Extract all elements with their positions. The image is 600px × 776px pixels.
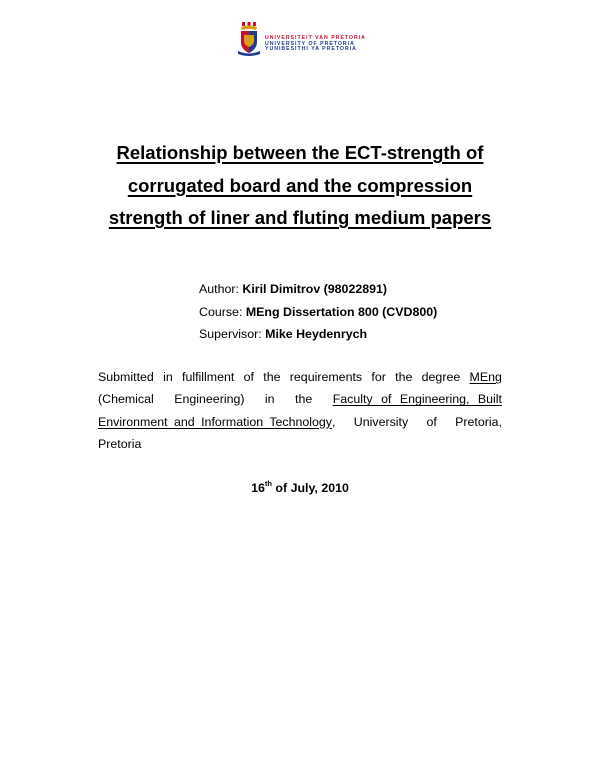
- logo-line-afrikaans: UNIVERSITEIT VAN PRETORIA: [265, 35, 366, 41]
- word: (Chemical: [98, 392, 154, 407]
- faculty-line-3: [98, 411, 335, 433]
- submission-statement: [98, 366, 502, 455]
- title-line-1: Relationship between the ECT-strength of: [116, 142, 484, 163]
- word: University: [353, 414, 409, 429]
- word: Engineering): [174, 392, 245, 407]
- title-line-2: corrugated board and the compression: [127, 174, 473, 196]
- course-label: Course:: [199, 304, 246, 319]
- logo-wordmark: [265, 36, 366, 53]
- word: the: [295, 392, 313, 407]
- title-line-3: strength of liner and fluting medium papers: [108, 207, 492, 228]
- submission-line-1: [98, 366, 502, 388]
- submission-date: [0, 480, 600, 496]
- word: Submitted: [98, 370, 154, 384]
- word: the: [395, 370, 413, 384]
- supervisor-row: [199, 323, 437, 346]
- faculty-name-part-1: Faculty of Engineering, Built: [332, 392, 502, 407]
- comma: ,: [332, 414, 336, 429]
- course-value: MEng Dissertation 800 (CVD800): [245, 304, 438, 319]
- word: degree: [421, 370, 461, 384]
- author-label: Author:: [199, 282, 243, 296]
- course-row: [199, 301, 437, 324]
- word: in: [264, 392, 275, 407]
- author-block: [199, 278, 437, 346]
- date-rest: of July, 2010: [271, 481, 349, 495]
- date-day: 16: [251, 481, 265, 495]
- submission-line-3: [98, 411, 502, 433]
- date-ordinal: th: [264, 479, 272, 488]
- word: the: [263, 370, 281, 384]
- word: fulfillment: [182, 370, 235, 384]
- logo-line-sepedi: YUNIBESITHI YA PRETORIA: [265, 46, 357, 53]
- author-value: Kiril Dimitrov (98022891): [242, 282, 388, 296]
- word: of: [243, 370, 254, 384]
- submission-line-2: [98, 388, 502, 410]
- dissertation-title: [60, 137, 540, 235]
- degree-name: MEng: [469, 370, 502, 384]
- author-row: [199, 278, 437, 301]
- word: of: [426, 414, 437, 429]
- word: requirements: [289, 370, 363, 384]
- word: in: [163, 370, 173, 384]
- submission-line-4: [98, 433, 502, 455]
- logo-line-english: UNIVERSITY OF PRETORIA: [265, 40, 355, 47]
- supervisor-label: Supervisor:: [199, 327, 266, 341]
- word: for: [371, 370, 386, 384]
- faculty-name-part-2: Environment and Information Technology: [98, 414, 333, 429]
- word: Pretoria: [98, 436, 142, 451]
- university-crest-icon: [238, 22, 260, 56]
- university-logo: [238, 22, 366, 56]
- word: Pretoria,: [455, 414, 502, 429]
- supervisor-value: Mike Heydenrych: [265, 327, 368, 341]
